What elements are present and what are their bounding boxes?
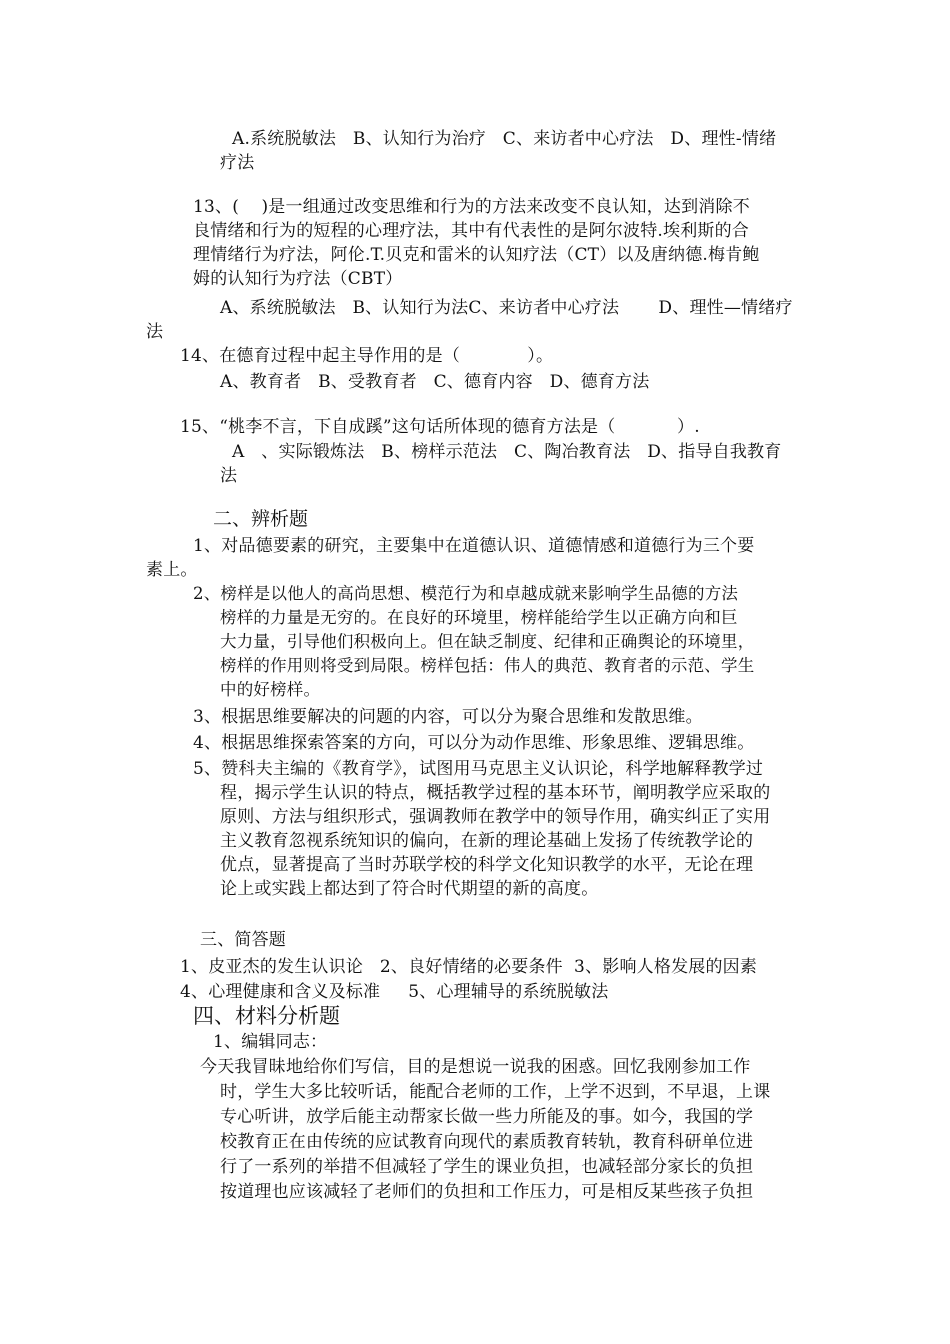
q13-stem-line1: 13、( )是一组通过改变思维和行为的方法来改变不良认知，达到消除不 (193, 197, 750, 217)
q12-options-line1: A.系统脱敏法 B、认知行为治疗 C、来访者中心疗法 D、理性-情绪 (232, 129, 777, 149)
section2-item5-line5: 优点，显著提高了当时苏联学校的科学文化知识教学的水平，无论在理 (220, 855, 754, 875)
section2-item2-line4: 榜样的作用则将受到局限。榜样包括：伟人的典范、教育者的示范、学生 (220, 656, 755, 675)
section2-item2-line2: 榜样的力量是无穷的。在良好的环境里，榜样能给学生以正确方向和巨 (220, 608, 738, 627)
section4-para-line3: 专心听讲，放学后能主动帮家长做一些力所能及的事。如今，我国的学 (220, 1107, 754, 1127)
section2-item5-line3: 原则、方法与组织形式，强调教师在教学中的领导作用，确实纠正了实用 (220, 807, 771, 827)
section2-item3: 3、根据思维要解决的问题的内容，可以分为聚合思维和发散思维。 (193, 707, 703, 727)
section3-line1: 1、皮亚杰的发生认识论 2、良好情绪的必要条件 3、影响人格发展的因素 (180, 957, 758, 977)
section4-item1-title: 1、编辑同志： (213, 1032, 328, 1052)
q15-stem: 15、“桃李不言，下自成蹊”这句话所体现的德育方法是（ ）. (180, 417, 700, 437)
section2-item2-line3: 大力量，引导他们积极向上。但在缺乏制度、纪律和正确舆论的环境里， (220, 632, 755, 651)
section4-para-line4: 校教育正在由传统的应试教育向现代的素质教育转轨，教育科研单位进 (220, 1132, 754, 1152)
section4-title: 四、材料分析题 (193, 1004, 340, 1028)
q15-options-line1: A 、实际锻炼法 B、榜样示范法 C、陶冶教育法 D、指导自我教育 (232, 442, 782, 462)
q13-options-line1: A、系统脱敏法 B、认知行为法C、来访者中心疗法 D、理性—情绪疗 (220, 298, 793, 318)
section2-item2-line1: 2、榜样是以他人的高尚思想、模范行为和卓越成就来影响学生品德的方法 (193, 584, 739, 603)
q14-options: A、教育者 B、受教育者 C、德育内容 D、德育方法 (220, 372, 650, 392)
q13-options-line2: 法 (146, 322, 164, 342)
section4-para-line6: 按道理也应该减轻了老师们的负担和工作压力，可是相反某些孩子负担 (220, 1182, 754, 1202)
section2-item2-line5: 中的好榜样。 (220, 680, 321, 699)
section4-para-line1: 今天我冒昧地给你们写信，目的是想说一说我的困惑。回忆我刚参加工作 (200, 1057, 751, 1077)
section2-item1-line2: 素上。 (146, 560, 198, 580)
section4-para-line5: 行了一系列的举措不但减轻了学生的课业负担，也减轻部分家长的负担 (220, 1157, 754, 1177)
q13-stem-line3: 理情绪行为疗法，阿伦.T.贝克和雷米的认知疗法（CT）以及唐纳德.梅肯鲍 (193, 245, 760, 265)
section2-item5-line1: 5、赞科夫主编的《教育学》，试图用马克思主义认识论，科学地解释教学过 (193, 759, 764, 779)
section2-item5-line6: 论上或实践上都达到了符合时代期望的新的高度。 (220, 879, 599, 899)
q15-options-line2: 法 (220, 466, 238, 486)
section2-item5-line4: 主义教育忽视系统知识的偏向，在新的理论基础上发扬了传统教学论的 (220, 831, 754, 851)
section2-item5-line2: 程，揭示学生认识的特点，概括教学过程的基本环节，阐明教学应采取的 (220, 783, 771, 803)
section2-title: 二、辨析题 (213, 508, 309, 530)
section3-line2: 4、心理健康和含义及标准 5、心理辅导的系统脱敏法 (180, 982, 609, 1002)
section2-item4: 4、根据思维探索答案的方向，可以分为动作思维、形象思维、逻辑思维。 (193, 733, 755, 753)
q14-stem: 14、在德育过程中起主导作用的是（ ）。 (180, 346, 554, 366)
q13-stem-line2: 良情绪和行为的短程的心理疗法，其中有代表性的是阿尔波特.埃利斯的合 (193, 221, 750, 241)
q12-options-line2: 疗法 (220, 153, 255, 173)
q13-stem-line4: 姆的认知行为疗法（CBT） (193, 269, 403, 289)
section2-item1-line1: 1、对品德要素的研究，主要集中在道德认识、道德情感和道德行为三个要 (193, 536, 755, 556)
section4-para-line2: 时，学生大多比较听话，能配合老师的工作，上学不迟到，不早退，上课 (220, 1082, 771, 1102)
section3-title: 三、简答题 (200, 930, 286, 950)
